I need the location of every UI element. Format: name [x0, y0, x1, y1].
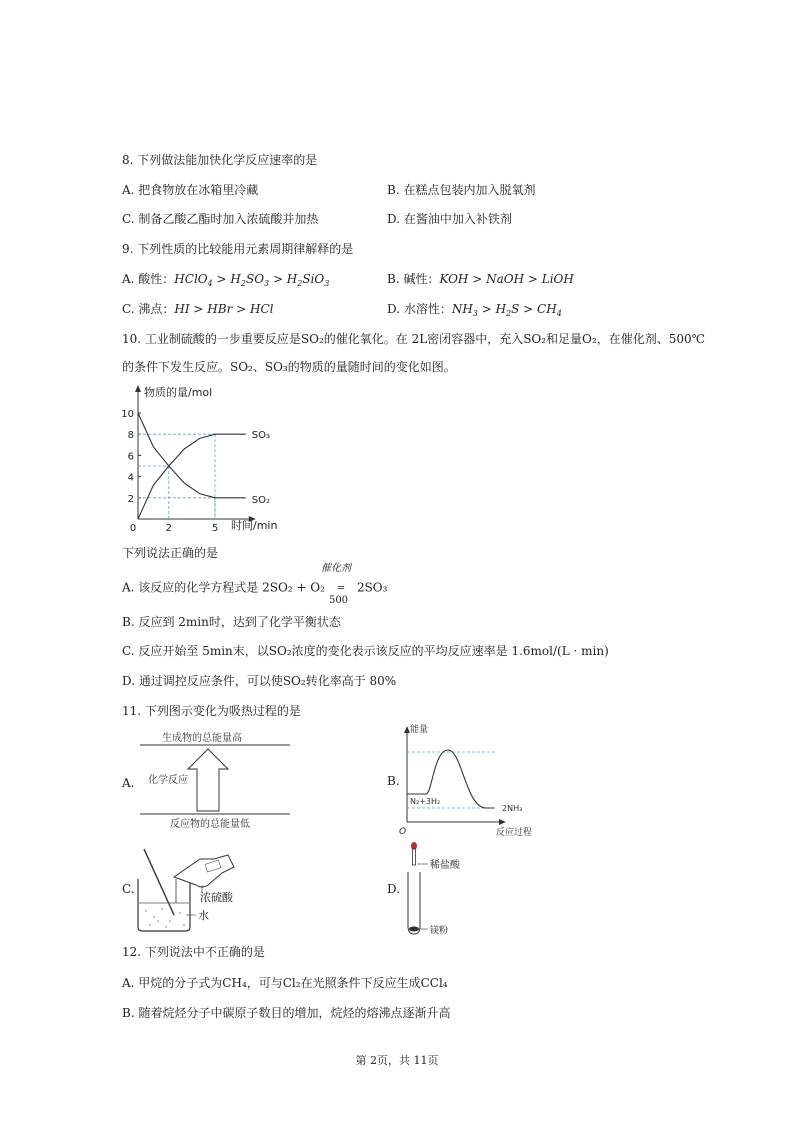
test-tube-icon	[408, 872, 420, 934]
q11-b-origin: O	[399, 827, 407, 837]
dropper-tube	[413, 849, 416, 865]
y-tick-label: 2	[127, 493, 134, 505]
q10-option-c: C. 反应开始至 5min末，以SO₂浓度的变化表示该反应的平均反应速率是 1.6mol/(L · min)	[122, 644, 609, 658]
q9-b-formula: KOH > NaOH > LiOH	[439, 272, 574, 286]
q10-option-d: D. 通过调控反应条件，可以使SO₂转化率高于 80%	[122, 674, 397, 688]
q9-b-label: B. 碱性：	[387, 272, 440, 286]
q9-c-label: C. 沸点：	[122, 302, 175, 316]
q9-a-label: A. 酸性：	[122, 272, 175, 286]
series-line-so2	[138, 413, 246, 498]
q11-b-label: B.	[387, 774, 400, 788]
water-dots	[145, 908, 185, 928]
q11-b-product: 2NH₃	[502, 804, 523, 813]
q9-option-c	[122, 300, 273, 318]
q11-d-label: D.	[387, 882, 401, 896]
q11-b-ylabel: 能量	[410, 725, 429, 735]
x-tick-label: 5	[211, 523, 219, 534]
q10-stem-line1: 10. 工业制硫酸的一步重要反应是SO₂的催化氧化。在 2L密闭容器中，充入SO₂和足量O₂，在催化剂、500℃	[122, 332, 706, 346]
q10-a-bottom: 500	[328, 595, 349, 606]
q9-option-b	[387, 270, 574, 288]
x-axis-label: 时间/min	[231, 519, 278, 532]
q9-d-label: D. 水溶性：	[387, 302, 452, 316]
q11-stem: 11. 下列图示变化为吸热过程的是	[122, 704, 301, 718]
reaction-equals-icon: =	[336, 583, 346, 594]
q12-option-b: B. 随着烷烃分子中碳原子数目的增加，烷烃的熔沸点逐渐升高	[122, 1006, 451, 1020]
y-tick-label: 8	[127, 430, 134, 442]
y-tick-label: 4	[127, 472, 134, 484]
q11-d-acid: 稀盐酸	[430, 860, 460, 871]
q11-c-acid: 浓硫酸	[200, 891, 233, 904]
magnesium-powder	[409, 927, 419, 932]
q11-b-diagram	[396, 722, 556, 840]
q11-a-arrow: 化学反应	[148, 775, 188, 786]
q10-question: 下列说法正确的是	[122, 546, 219, 560]
beaker-icon	[138, 879, 190, 931]
q8-stem: 8. 下列做法能加快化学反应速率的是	[122, 153, 318, 167]
y-tick-label: 10	[121, 409, 134, 420]
q11-a-diagram	[128, 727, 298, 837]
q9-c-formula: HI > HBr > HCl	[174, 302, 274, 316]
y-axis-label: 物质的量/mol	[144, 386, 213, 399]
q10-chart	[118, 380, 338, 538]
q11-b-xlabel: 反应过程	[496, 828, 533, 838]
q9-stem: 9. 下列性质的比较能用元素周期律解释的是	[122, 242, 354, 256]
q9-a-formula: HClO$_4$ > $H_2SO_3 > H_2SiO_3$	[174, 272, 330, 288]
q8-option-c: C. 制备乙酸乙酯时加入浓硫酸并加热	[122, 212, 319, 226]
q10-option-a	[122, 563, 388, 606]
q11-c-diagram	[130, 845, 260, 935]
q9-option-d	[387, 300, 562, 318]
q10-a-top: 催化剂	[320, 563, 351, 574]
q9-d-formula: $NH_3 > H_2S > CH_4$	[451, 302, 562, 318]
q9-option-a	[122, 270, 329, 288]
q11-a-top: 生成物的总能量高	[162, 733, 242, 744]
q11-c-label: C.	[122, 882, 135, 896]
q10-a-suffix: 2SO₃	[356, 580, 388, 595]
q10-option-b: B. 反应到 2min时，达到了化学平衡状态	[122, 615, 341, 629]
q10-a-prefix: A. 该反应的化学方程式是 2SO₂ + O₂	[122, 580, 325, 595]
reagent-bottle-icon	[174, 855, 234, 887]
q11-d-powder: 镁粉	[430, 926, 449, 936]
q12-stem: 12. 下列说法中不正确的是	[122, 945, 265, 959]
q11-d-diagram	[400, 838, 500, 938]
series-label-so3: SO₃	[251, 430, 271, 442]
q8-option-d: D. 在酱油中加入补铁剂	[387, 212, 512, 226]
q11-a-label: A.	[122, 776, 135, 790]
page-footer: 第 2页，共 11页	[355, 1054, 439, 1067]
q10-stem-line2: 的条件下发生反应。SO₂、SO₃的物质的量随时间的变化如图。	[122, 360, 456, 374]
q8-option-b: B. 在糕点包装内加入脱氧剂	[387, 183, 536, 197]
origin-label: 0	[129, 523, 137, 534]
q11-b-reactant: N₂+3H₂	[410, 797, 441, 806]
y-tick-label: 6	[127, 451, 134, 463]
q11-c-water: 水	[198, 909, 209, 922]
up-arrow-icon	[188, 749, 228, 811]
q12-option-a: A. 甲烷的分子式为CH₄，可与Cl₂在光照条件下反应生成CCl₄	[122, 976, 448, 990]
x-tick-label: 2	[165, 523, 172, 534]
y-axis-arrow-icon	[135, 385, 141, 392]
process-axis-arrow-icon	[499, 819, 506, 825]
q8-option-a: A. 把食物放在冰箱里冷藏	[122, 183, 259, 197]
series-label-so2: SO₂	[251, 494, 271, 506]
glass-rod	[144, 849, 174, 915]
series-line-so3	[138, 434, 246, 519]
q11-a-bottom: 反应物的总能量低	[170, 819, 250, 830]
q10-a-catalyst	[320, 563, 357, 606]
